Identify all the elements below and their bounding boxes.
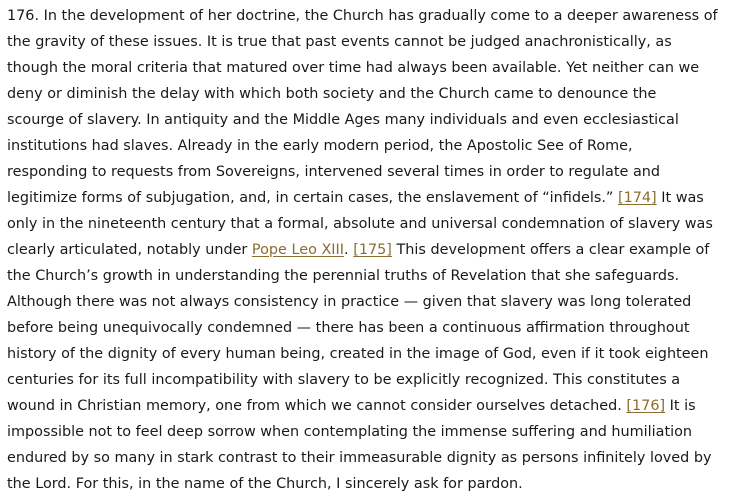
- text-line: [7, 367, 734, 393]
- text-line: [7, 341, 734, 367]
- text-run: before being unequivocally condemned — there has been a continuous affirmation throughout: [7, 320, 690, 336]
- text-run: endured by so many in stark contrast to their immeasurable dignity as persons infinitely loved by: [7, 450, 712, 466]
- text-line: [7, 393, 734, 419]
- text-run: history of the dignity of every human being, created in the image of God, even if it took eighteen: [7, 346, 709, 362]
- text-run: scourge of slavery. In antiquity and the Middle Ages many individuals and even ecclesiastical: [7, 112, 679, 128]
- text-run: the Church’s growth in understanding the perennial truths of Revelation that she safeguards.: [7, 268, 680, 284]
- text-run: It was: [656, 190, 704, 206]
- text-run: 176. In the development of her doctrine, the Church has gradually come to a deeper awareness of: [7, 8, 718, 24]
- text-run: This development offers a clear example of: [391, 242, 710, 258]
- text-line: [7, 3, 734, 29]
- text-line: [7, 159, 734, 185]
- text-run: It is: [665, 398, 696, 414]
- text-run: wound in Christian memory, one from which we cannot consider ourselves detached.: [7, 398, 627, 414]
- text-run: clearly articulated, notably under: [7, 242, 252, 258]
- text-run: impossible not to feel deep sorrow when contemplating the immense suffering and humiliation: [7, 424, 693, 440]
- text-line: [7, 81, 734, 107]
- text-line: [7, 289, 734, 315]
- text-line: [7, 445, 734, 471]
- text-run: only in the nineteenth century that a formal, absolute and universal condemnation of slavery was: [7, 216, 713, 232]
- text-line: [7, 133, 734, 159]
- text-run: responding to requests from Sovereigns, intervened several times in order to regulate and: [7, 164, 661, 180]
- text-run: the gravity of these issues. It is true that past events cannot be judged anachronistically, as: [7, 34, 672, 50]
- text-line: [7, 315, 734, 341]
- footnote-link[interactable]: [174]: [617, 190, 657, 206]
- paragraph-176: [7, 3, 734, 497]
- text-line: [7, 107, 734, 133]
- footnote-link[interactable]: [175]: [353, 242, 392, 258]
- text-run: though the moral criteria that matured over time had always been available. Yet neither can we: [7, 60, 700, 76]
- footnote-link[interactable]: [176]: [626, 398, 666, 414]
- text-line: [7, 55, 734, 81]
- text-run: centuries for its full incompatibility with slavery to be explicitly recognized. This constitutes a: [7, 372, 681, 388]
- text-run: Although there was not always consistency in practice — given that slavery was long tolerated: [7, 294, 692, 310]
- text-run: .: [344, 242, 354, 258]
- text-line: [7, 29, 734, 55]
- text-run: legitimize forms of subjugation, and, in certain cases, the enslavement of “infidels.”: [7, 190, 618, 206]
- text-line: [7, 237, 734, 263]
- text-line: [7, 211, 734, 237]
- text-run: institutions had slaves. Already in the early modern period, the Apostolic See of Rome,: [7, 138, 633, 154]
- text-line: [7, 185, 734, 211]
- text-line: [7, 471, 734, 497]
- text-run: the Lord. For this, in the name of the Church, I sincerely ask for pardon.: [7, 476, 523, 492]
- pope-leo-xiii-link[interactable]: Pope Leo XIII: [251, 242, 345, 258]
- text-line: [7, 263, 734, 289]
- text-line: [7, 419, 734, 445]
- text-run: deny or diminish the delay with which both society and the Church came to denounce the: [7, 86, 657, 102]
